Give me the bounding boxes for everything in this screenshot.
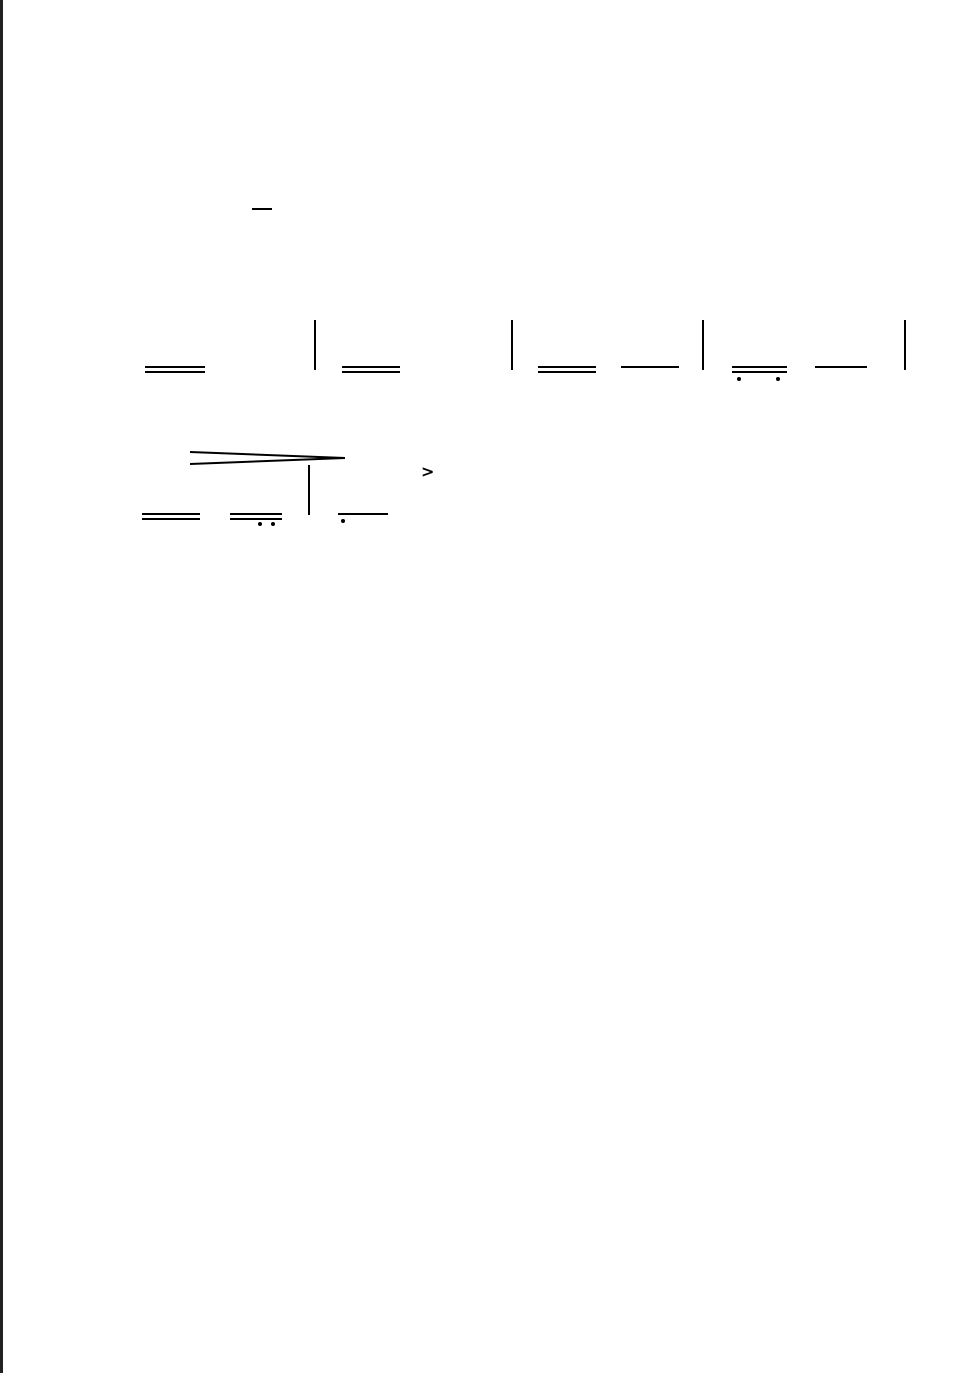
beam	[145, 366, 205, 368]
barline	[511, 320, 513, 370]
beam	[342, 366, 400, 368]
beam	[145, 371, 205, 373]
page-edge	[0, 0, 3, 1373]
lower-octave-dot	[776, 377, 780, 381]
beam	[338, 513, 388, 515]
beam	[538, 366, 596, 368]
beam	[142, 513, 200, 515]
time-signature-line	[252, 208, 272, 210]
beam	[621, 366, 679, 368]
lower-octave-dot	[737, 377, 741, 381]
barline	[904, 320, 906, 370]
beam	[342, 371, 400, 373]
barline	[702, 320, 704, 370]
beam	[732, 371, 787, 373]
beam	[142, 518, 200, 520]
beam	[230, 518, 282, 520]
beam	[230, 513, 282, 515]
beam	[732, 366, 787, 368]
lower-octave-dot	[341, 519, 345, 523]
barline	[314, 320, 316, 370]
beam	[815, 366, 867, 368]
lower-octave-dot	[271, 522, 275, 526]
lower-octave-dot	[258, 522, 262, 526]
accent-mark: >	[421, 462, 435, 481]
time-signature	[252, 207, 272, 211]
barline	[308, 465, 310, 515]
decrescendo-hairpin	[190, 450, 350, 466]
beam	[538, 371, 596, 373]
